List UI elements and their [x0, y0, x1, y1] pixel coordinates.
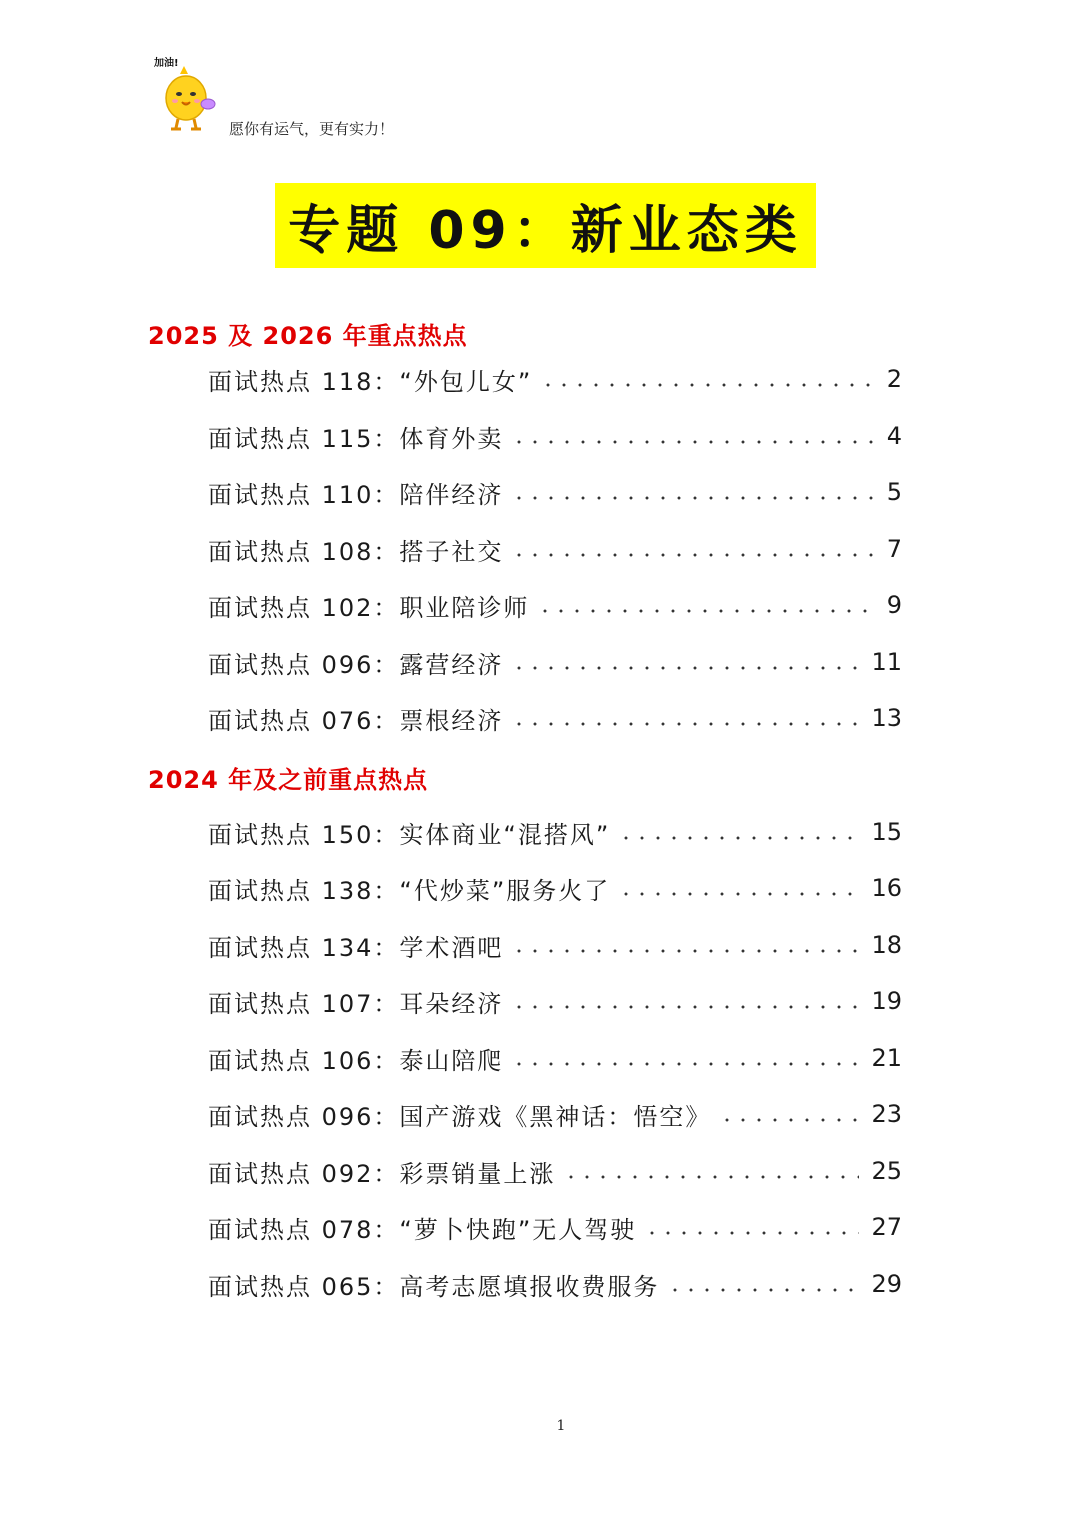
dot-leader — [719, 1118, 859, 1122]
dot-leader — [644, 1231, 859, 1235]
toc-entry-page: 23 — [871, 1100, 902, 1128]
dot-leader — [511, 1005, 859, 1009]
toc-entry-page: 13 — [871, 704, 902, 732]
toc-entry-page: 7 — [886, 535, 902, 563]
toc-entry[interactable] — [208, 983, 902, 1019]
toc-entry-page: 16 — [871, 874, 902, 902]
toc-entry-page: 4 — [886, 422, 902, 450]
toc-entry[interactable] — [208, 927, 902, 963]
dot-leader — [511, 1062, 859, 1066]
toc-entry[interactable] — [208, 870, 902, 906]
page-title: 专题 09：新业态类 — [288, 201, 803, 261]
toc-entry[interactable] — [208, 418, 902, 454]
dot-leader — [511, 666, 859, 670]
dot-leader — [537, 609, 874, 613]
toc-entry-page: 11 — [871, 648, 902, 676]
toc-entry[interactable] — [208, 1040, 902, 1076]
toc-entry-page: 18 — [871, 931, 902, 959]
toc-entry[interactable] — [208, 1266, 902, 1302]
toc-entry[interactable] — [208, 587, 902, 623]
toc-entry-page: 5 — [886, 478, 902, 506]
toc-entry[interactable] — [208, 531, 902, 567]
toc-entry[interactable] — [208, 1153, 902, 1189]
dot-leader — [511, 553, 874, 557]
toc-entry-label: 面试热点 102：职业陪诊师 — [208, 593, 530, 622]
dot-leader — [618, 892, 859, 896]
dot-leader — [511, 949, 859, 953]
toc-entry-page: 2 — [886, 365, 902, 393]
dot-leader — [667, 1288, 859, 1292]
dot-leader — [540, 383, 874, 387]
toc-entry-label: 面试热点 096：国产游戏《黑神话：悟空》 — [208, 1102, 712, 1131]
toc-entry[interactable] — [208, 644, 902, 680]
toc-entry-label: 面试热点 065：高考志愿填报收费服务 — [208, 1272, 660, 1301]
header-motto: 愿你有运气，更有实力！ — [229, 120, 395, 138]
dot-leader — [563, 1175, 859, 1179]
toc-entry-label: 面试热点 118：“外包儿女” — [208, 367, 533, 396]
title-banner — [275, 183, 816, 268]
toc-entry-label: 面试热点 107：耳朵经济 — [208, 989, 504, 1018]
toc-entry-page: 25 — [871, 1157, 902, 1185]
toc-entry-label: 面试热点 078：“萝卜快跑”无人驾驶 — [208, 1215, 637, 1244]
toc-entry[interactable] — [208, 474, 902, 510]
mascot-logo — [150, 52, 230, 134]
toc-entry-page: 15 — [871, 818, 902, 846]
toc-entry-label: 面试热点 134：学术酒吧 — [208, 933, 504, 962]
toc-entry-label: 面试热点 108：搭子社交 — [208, 537, 504, 566]
toc-entry[interactable] — [208, 361, 902, 397]
toc-entry-label: 面试热点 106：泰山陪爬 — [208, 1046, 504, 1075]
toc-entry-label: 面试热点 115：体育外卖 — [208, 424, 504, 453]
toc-entry-page: 21 — [871, 1044, 902, 1072]
toc-entry-label: 面试热点 110：陪伴经济 — [208, 480, 504, 509]
toc-entry-page: 19 — [871, 987, 902, 1015]
toc-entry[interactable] — [208, 1209, 902, 1245]
toc-entry-label: 面试热点 138：“代炒菜”服务火了 — [208, 876, 611, 905]
dot-leader — [511, 722, 859, 726]
toc-entry-label: 面试热点 076：票根经济 — [208, 706, 504, 735]
toc-entry[interactable] — [208, 1096, 902, 1132]
toc-entry[interactable] — [208, 700, 902, 736]
dot-leader — [618, 836, 859, 840]
dot-leader — [511, 496, 874, 500]
section-heading-recent: 2025 及 2026 年重点热点 — [148, 322, 468, 350]
toc-entry-page: 27 — [871, 1213, 902, 1241]
toc-entry-label: 面试热点 096：露营经济 — [208, 650, 504, 679]
page-number: 1 — [556, 1418, 566, 1434]
mascot-badge-text: 加油! — [154, 58, 179, 69]
toc-entry[interactable] — [208, 814, 902, 850]
toc-entry-page: 29 — [871, 1270, 902, 1298]
toc-entry-label: 面试热点 150：实体商业“混搭风” — [208, 820, 611, 849]
toc-entry-page: 9 — [886, 591, 902, 619]
toc-entry-label: 面试热点 092：彩票销量上涨 — [208, 1159, 556, 1188]
section-heading-earlier: 2024 年及之前重点热点 — [148, 766, 429, 794]
dot-leader — [511, 440, 874, 444]
